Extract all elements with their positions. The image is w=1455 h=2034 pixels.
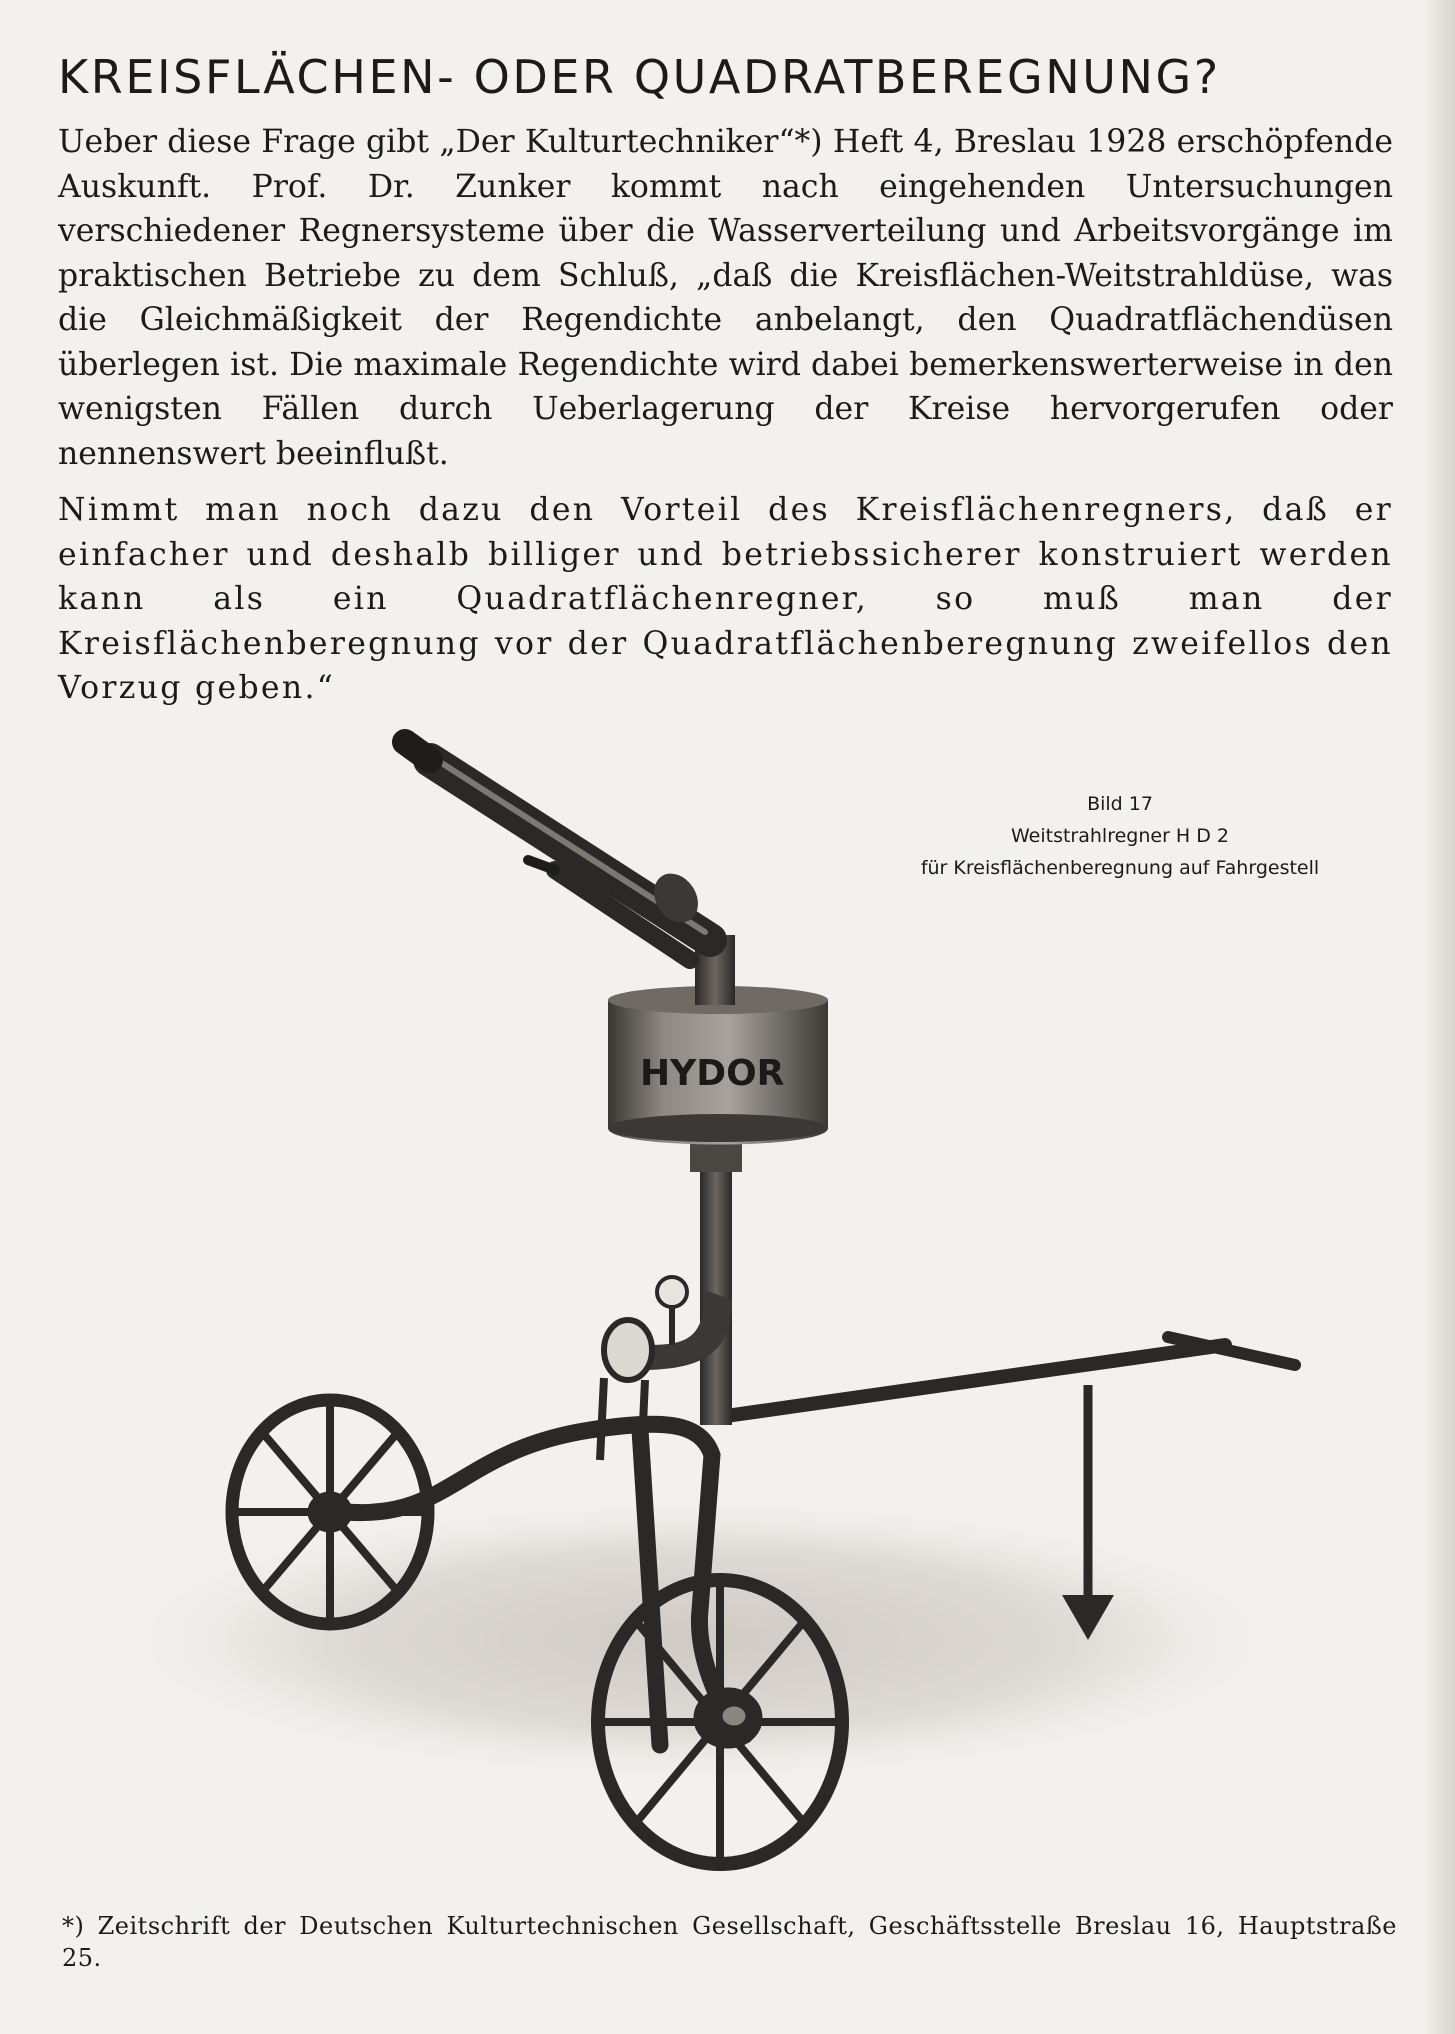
page-edge-shadow — [1425, 0, 1455, 2034]
footnote: *) Zeitschrift der Deutschen Kulturtechnischen Gesellschaft, Geschäftsstelle Breslau 16, Hauptstraße 25. — [62, 1912, 1397, 1972]
page-title: KREISFLÄCHEN- ODER QUADRATBEREGNUNG? — [58, 50, 1221, 104]
left-wheel — [232, 1400, 428, 1624]
figure-caption-line-1: Weitstrahlregner H D 2 — [1010, 825, 1230, 847]
body-paragraph-2: Nimmt man noch dazu den Vorteil des Kreisflächenregners, daß er einfacher und deshalb billiger und betriebssicherer konstruiert werden kann als ein Quadratflächenregner, so muß man der Kreisflächenberegnung vor der Quadratflächenberegnung zweifellos den Vorzug geben.“ — [58, 492, 1393, 706]
tow-handle — [712, 1337, 1295, 1418]
sprinkler-drum — [608, 986, 828, 1145]
body-paragraph-1: Ueber diese Frage gibt „Der Kulturtechniker“*) Heft 4, Breslau 1928 erschöpfende Auskunft. Prof. Dr. Zunker kommt nach eingehenden Untersuchungen verschiedener Regnersysteme über die Wasserverteilung und Arbeitsvorgänge im praktischen Betriebe zu dem Schluß, „daß die Kreisflächen-Weitstrahldüse, was die Gleichmäßigkeit der Regendichte anbelangt, den Quadratflächendüsen überlegen ist. Die maximale Regendichte wird dabei bemerkenswerterweise in den wenigsten Fällen durch Ueberlagerung der Kreise hervorgerufen oder nennenswert beeinflußt. — [58, 124, 1393, 472]
drum-brand-label: HYDOR — [640, 1053, 785, 1094]
valve-assembly — [600, 1320, 652, 1490]
figure-number: Bild 17 — [1087, 793, 1153, 815]
main-nozzle-barrel — [405, 742, 710, 940]
ground-spike — [1062, 1385, 1114, 1640]
sprinkler-illustration — [0, 700, 1420, 1880]
pressure-gauge — [657, 1277, 687, 1345]
figure-caption-line-2: für Kreisflächenberegnung auf Fahrgestell — [920, 857, 1320, 879]
front-wheel — [598, 1580, 842, 1864]
